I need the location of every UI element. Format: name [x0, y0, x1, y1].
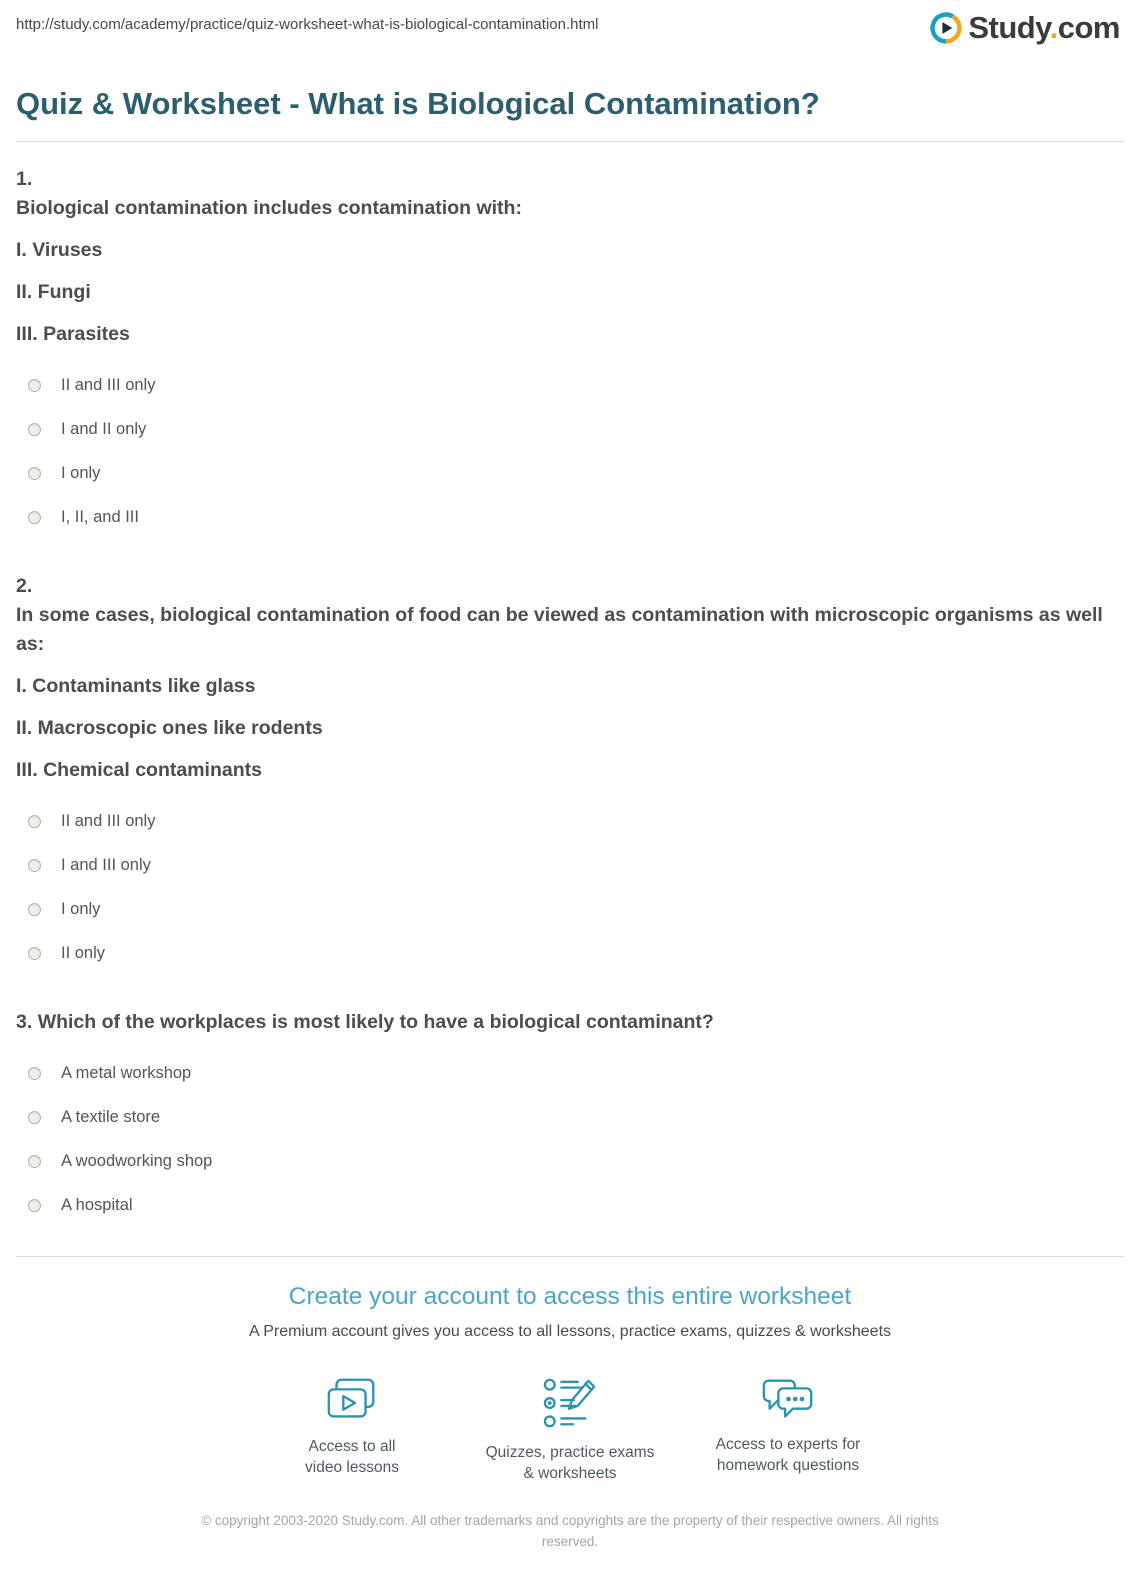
studycom-logo-text [968, 10, 1120, 46]
answer-option[interactable] [28, 377, 1124, 394]
question-1 [16, 165, 1124, 526]
answer-options [18, 377, 1124, 526]
answer-option-label: II and III only [61, 376, 156, 394]
quiz-worksheet-icon [461, 1377, 679, 1431]
question-prompt: Which of the workplaces is most likely to have a biological contaminant? [37, 1011, 714, 1033]
question-numeral: II. Fungi [16, 281, 91, 303]
feature-caption-line: & worksheets [523, 1465, 617, 1482]
page-title: Quiz & Worksheet - What is Biological Contamination? [16, 86, 820, 121]
question-prompt: Biological contamination includes contamination with: [16, 197, 522, 219]
answer-option[interactable] [28, 1109, 1124, 1126]
answer-option-label: I only [61, 900, 101, 918]
question-number: 2. [16, 575, 33, 597]
logo-dot: . [1049, 10, 1058, 45]
question-2 [16, 572, 1124, 962]
answer-options [18, 813, 1124, 962]
answer-option-label: A woodworking shop [61, 1152, 213, 1170]
feature-caption-line: video lessons [305, 1459, 399, 1476]
feature-caption-line: Quizzes, practice exams [485, 1444, 655, 1461]
radio-button[interactable] [28, 947, 41, 960]
question-numeral: III. Parasites [16, 323, 130, 345]
question-3 [16, 1008, 1124, 1214]
feature-chat-experts [679, 1377, 897, 1484]
answer-option-label: A textile store [61, 1108, 161, 1126]
answer-option[interactable] [28, 1065, 1124, 1082]
radio-button[interactable] [28, 1111, 41, 1124]
title-divider [16, 141, 1124, 142]
feature-caption-line: homework questions [716, 1457, 860, 1474]
radio-button[interactable] [28, 859, 41, 872]
feature-caption [461, 1442, 679, 1484]
answer-option-label: II only [61, 944, 106, 962]
question-prompt: In some cases, biological contamination of food can be viewed as contamination with microscopic organisms as well as: [16, 604, 1103, 655]
cta-subheading: A Premium account gives you access to all lessons, practice exams, quizzes & worksheets [248, 1323, 892, 1340]
feature-caption [679, 1434, 897, 1476]
radio-button[interactable] [28, 379, 41, 392]
answer-option[interactable] [28, 1153, 1124, 1170]
answer-option[interactable] [28, 465, 1124, 482]
chat-experts-icon [679, 1377, 897, 1423]
answer-option[interactable] [28, 421, 1124, 438]
feature-caption [243, 1436, 461, 1478]
answer-option-label: II and III only [61, 812, 156, 830]
answer-option-label: A hospital [61, 1196, 133, 1214]
answer-option[interactable] [28, 1197, 1124, 1214]
feature-caption-line: Access to experts for [715, 1436, 861, 1453]
question-prompt-line [16, 1008, 1124, 1037]
studycom-logo[interactable] [929, 10, 1120, 46]
radio-button[interactable] [28, 423, 41, 436]
logo-com: com [1057, 10, 1120, 45]
radio-button[interactable] [28, 467, 41, 480]
answer-option[interactable] [28, 813, 1124, 830]
page-header [16, 10, 1124, 54]
answer-option[interactable] [28, 509, 1124, 526]
question-number: 1. [16, 168, 33, 190]
radio-button[interactable] [28, 511, 41, 524]
answer-options [18, 1065, 1124, 1214]
video-lessons-icon [243, 1377, 461, 1425]
page-url: http://study.com/academy/practice/quiz-worksheet-what-is-biological-contamination.html [16, 16, 599, 33]
feature-video-lessons [243, 1377, 461, 1484]
radio-button[interactable] [28, 1155, 41, 1168]
question-numeral: III. Chemical contaminants [16, 759, 262, 781]
logo-study: Study [968, 10, 1050, 45]
answer-option-label: I and III only [61, 856, 151, 874]
answer-option[interactable] [28, 901, 1124, 918]
question-numeral: II. Macroscopic ones like rodents [16, 717, 323, 739]
studycom-logo-icon [929, 11, 963, 45]
radio-button[interactable] [28, 815, 41, 828]
question-number: 3. [16, 1011, 33, 1033]
cta-features [16, 1377, 1124, 1484]
answer-option[interactable] [28, 945, 1124, 962]
radio-button[interactable] [28, 903, 41, 916]
quiz-questions [16, 165, 1124, 1214]
radio-button[interactable] [28, 1199, 41, 1212]
radio-button[interactable] [28, 1067, 41, 1080]
answer-option[interactable] [28, 857, 1124, 874]
answer-option-label: I, II, and III [61, 508, 139, 526]
cta-section [16, 1256, 1124, 1484]
answer-option-label: A metal workshop [61, 1064, 192, 1082]
feature-quiz-worksheet [461, 1377, 679, 1484]
question-numeral: I. Viruses [16, 239, 103, 261]
question-numeral: I. Contaminants like glass [16, 675, 256, 697]
feature-caption-line: Access to all [308, 1438, 396, 1455]
answer-option-label: I and II only [61, 420, 147, 438]
cta-heading: Create your account to access this entire worksheet [288, 1283, 852, 1310]
answer-option-label: I only [61, 464, 101, 482]
footer-copyright: © copyright 2003-2020 Study.com. All other trademarks and copyrights are the property of their respective owners. All rights reserved. [201, 1513, 939, 1549]
